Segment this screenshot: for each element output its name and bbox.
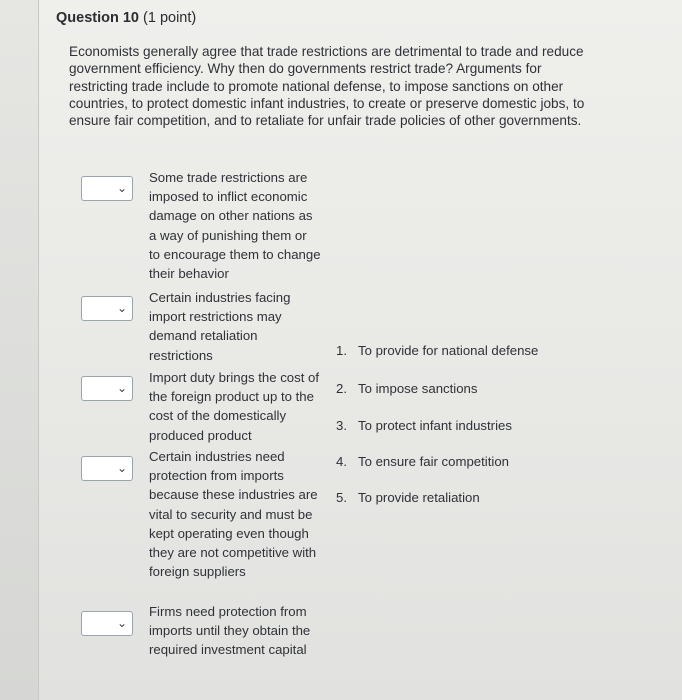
chevron-down-icon: ⌄ (117, 301, 128, 315)
question-points: (1 point) (143, 10, 197, 26)
question-header (56, 10, 196, 26)
match-select-4[interactable] (81, 456, 133, 481)
answer-item: 5. To provide retaliation (336, 490, 480, 505)
match-prompt-1: Some trade restrictions are imposed to inflict economic damage on other nations as a way of punishing them or to encourage them to change their behavior (149, 170, 321, 282)
match-prompt-5: Firms need protection from imports until they obtain the required investment capital (149, 604, 311, 658)
chevron-down-icon: ⌄ (117, 461, 128, 475)
match-select-2[interactable] (81, 296, 133, 321)
match-select-3[interactable] (81, 376, 133, 401)
question-title: Question 10 (56, 10, 139, 26)
match-prompt-2: Certain industries facing import restrictions may demand retaliation restrictions (149, 290, 291, 363)
chevron-down-icon: ⌄ (117, 181, 128, 195)
chevron-down-icon: ⌄ (117, 381, 128, 395)
match-select-5[interactable] (81, 611, 133, 636)
match-prompt-3: Import duty brings the cost of the foreign product up to the cost of the domestically produced product (149, 370, 320, 443)
answer-item: 3. To protect infant industries (336, 418, 512, 433)
answer-item: 2. To impose sanctions (336, 381, 478, 396)
question-text: Economists generally agree that trade restrictions are detrimental to trade and reduce government efficiency. Why then do governments restrict trade? Arguments for restricting trade include to promote national defense, to impose sanctions on other countries, to protect domestic infant industries, to create or preserve domestic jobs, to ensure fair competition, and to retaliate for unfair trade policies of other governments. (69, 44, 585, 129)
match-prompt-4: Certain industries need protection from imports because these industries are vital to security and must be kept operating even though they are not competitive with foreign suppliers (149, 449, 318, 580)
chevron-down-icon: ⌄ (117, 616, 128, 630)
answer-item: 1. To provide for national defense (336, 343, 539, 358)
answer-item: 4. To ensure fair competition (336, 454, 509, 469)
match-select-1[interactable] (81, 176, 133, 201)
